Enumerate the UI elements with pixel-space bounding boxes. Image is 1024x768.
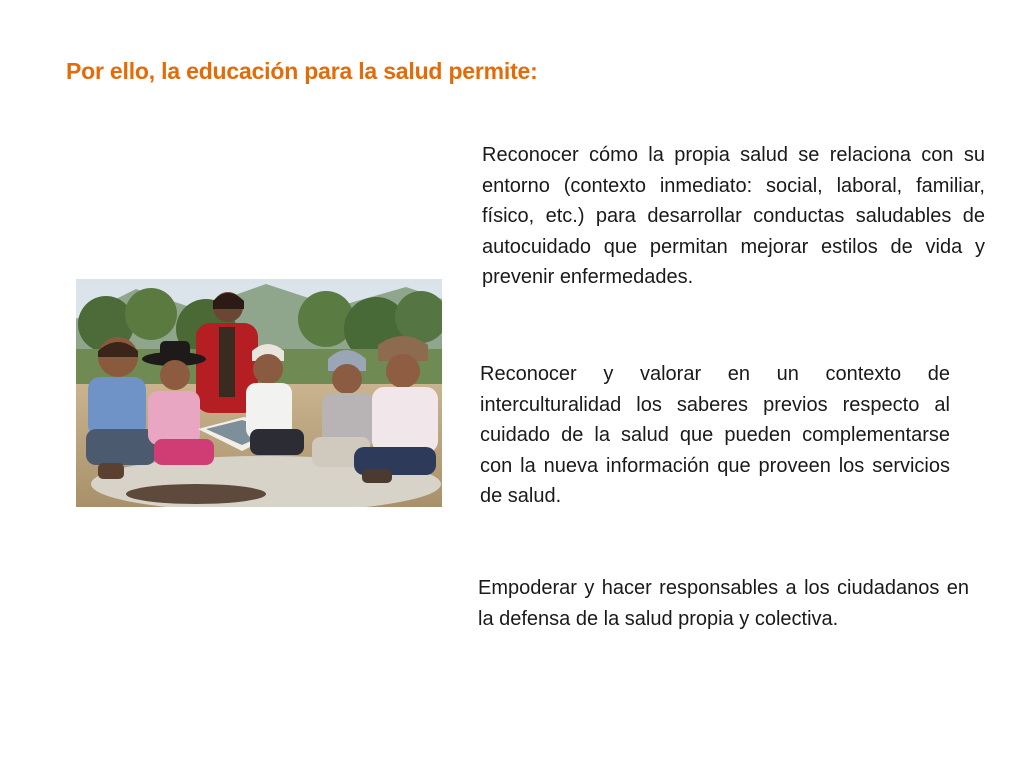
paragraph-recognize-health-environment: Reconocer cómo la propia salud se relaciona con su entorno (contexto inmediato: social, laboral, familiar, físico, etc.) para desarrollar conductas saludables de autocuidado que permitan mejorar estilos de vida y prevenir enfermedades.: [482, 144, 985, 288]
paragraph-empower-citizens: Empoderar y hacer responsables a los ciudadanos en la defensa de la salud propia y colectiva.: [478, 577, 969, 630]
children-reading-photo: [76, 279, 442, 507]
paragraph-interculturality: Reconocer y valorar en un contexto de interculturalidad los saberes previos respecto al cuidado de la salud que pueden complementarse con la nueva información que proveen los servicios de salud.: [480, 363, 950, 507]
slide-title: Por ello, la educación para la salud permite:: [66, 58, 538, 84]
